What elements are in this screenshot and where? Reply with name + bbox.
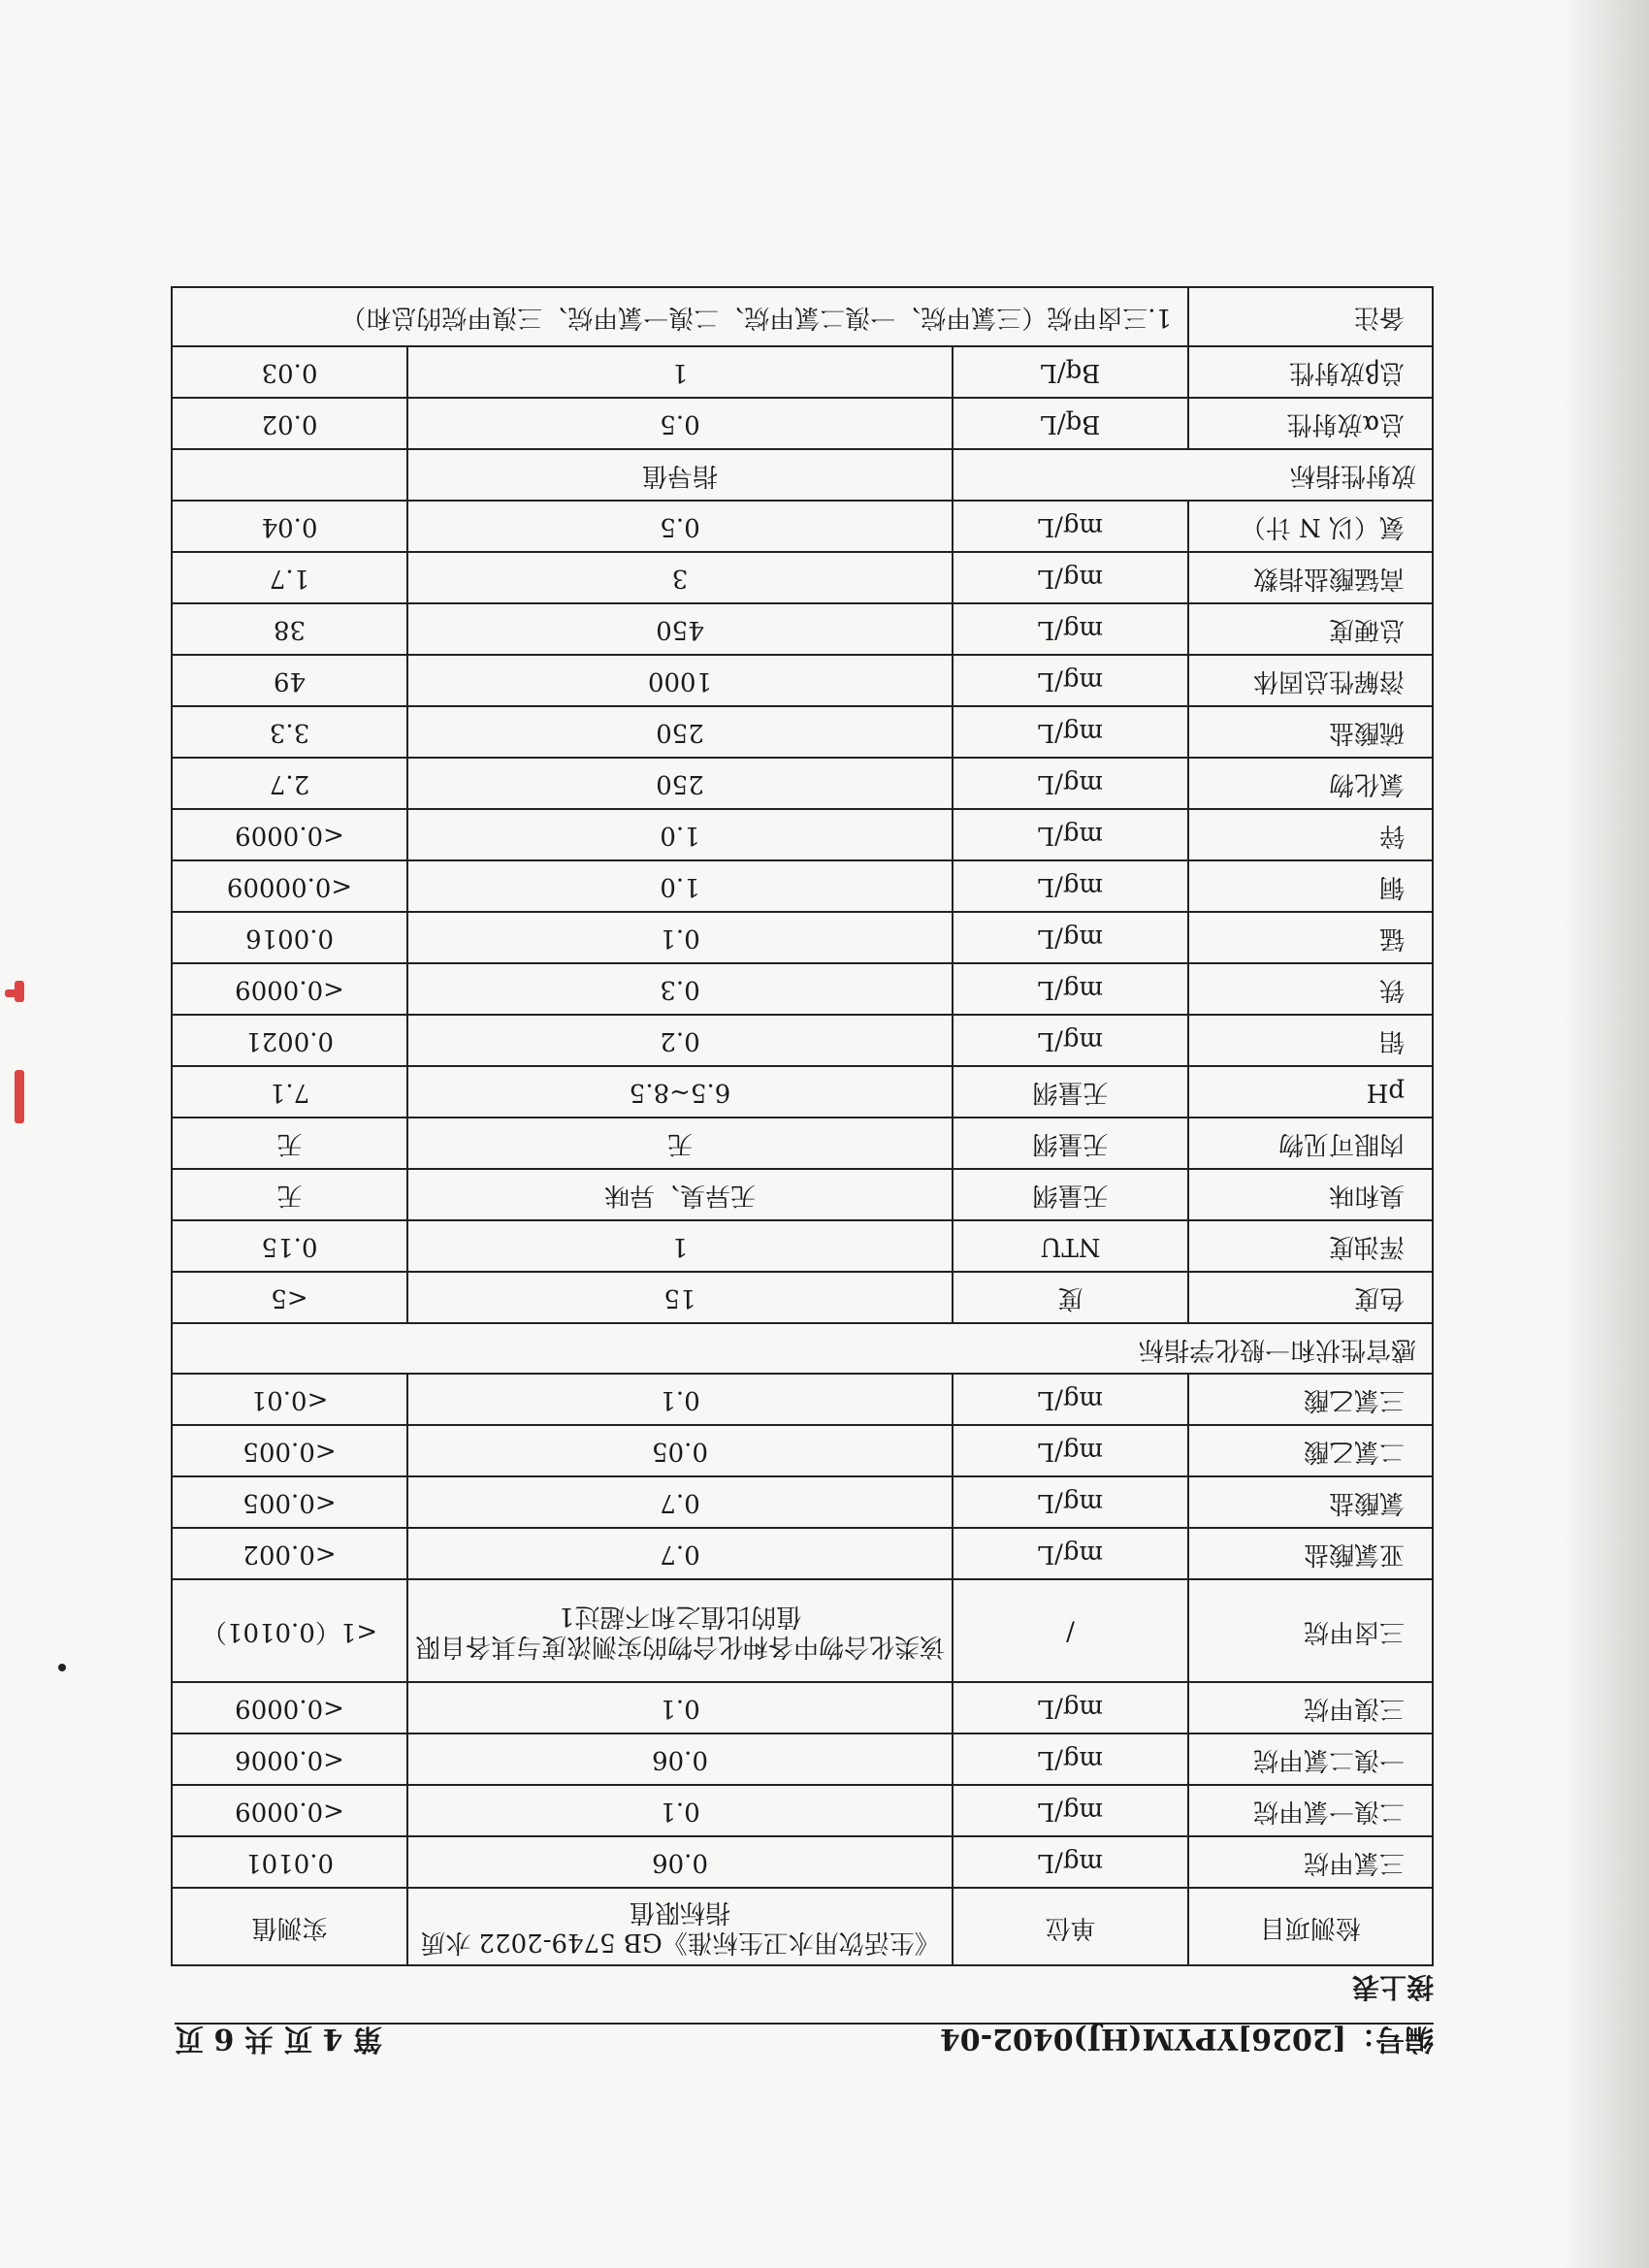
section-heading: 放射性指标	[953, 449, 1433, 501]
unit: mg/L	[953, 860, 1188, 912]
item-name: 色度	[1188, 1272, 1433, 1323]
unit: mg/L	[953, 1733, 1188, 1785]
unit: mg/L	[953, 1476, 1188, 1528]
item-name: 总α放射性	[1188, 398, 1433, 449]
measured-value: 2.7	[172, 758, 407, 809]
table-header-row	[172, 1888, 1433, 1965]
empty-cell	[172, 449, 407, 501]
item-name: 锌	[1188, 809, 1433, 860]
standard-limit: 0.5	[407, 501, 953, 552]
page-header	[175, 2023, 1434, 2063]
table-row	[172, 1066, 1433, 1118]
unit: mg/L	[953, 1528, 1188, 1579]
standard-limit: 250	[407, 706, 953, 758]
standard-limit: 0.1	[407, 1785, 953, 1836]
item-name: 肉眼可见物	[1188, 1118, 1433, 1169]
table-row	[172, 1374, 1433, 1425]
item-name: 三氯甲烷	[1188, 1836, 1433, 1888]
measured-value: 0.0101	[172, 1836, 407, 1888]
table-row	[172, 809, 1433, 860]
item-name: 铜	[1188, 860, 1433, 912]
unit: Bq/L	[953, 346, 1188, 398]
standard-limit: 1.0	[407, 809, 953, 860]
standard-limit: 0.7	[407, 1528, 953, 1579]
measured-value: <0.01	[172, 1374, 407, 1425]
unit: 度	[953, 1272, 1188, 1323]
table-row	[172, 287, 1433, 346]
table-row	[172, 1476, 1433, 1528]
stamp-fragment	[5, 989, 18, 997]
measured-value: <0.0006	[172, 1733, 407, 1785]
item-name: 锰	[1188, 912, 1433, 963]
item-name: 氯酸盐	[1188, 1476, 1433, 1528]
table-row	[172, 706, 1433, 758]
item-name: 一溴二氯甲烷	[1188, 1733, 1433, 1785]
standard-limit: 450	[407, 603, 953, 655]
table-row	[172, 1015, 1433, 1066]
table-row	[172, 1220, 1433, 1272]
unit: mg/L	[953, 501, 1188, 552]
standard-limit: 0.3	[407, 963, 953, 1015]
item-name: 二溴一氯甲烷	[1188, 1785, 1433, 1836]
standard-limit: 0.7	[407, 1476, 953, 1528]
unit: mg/L	[953, 1425, 1188, 1476]
unit: mg/L	[953, 1836, 1188, 1888]
table-row	[172, 1836, 1433, 1888]
standard-limit: 0.5	[407, 398, 953, 449]
standard-limit: 无	[407, 1118, 953, 1169]
item-name: 氨（以 N 计）	[1188, 501, 1433, 552]
unit: mg/L	[953, 758, 1188, 809]
unit: mg/L	[953, 1785, 1188, 1836]
measured-value: 0.15	[172, 1220, 407, 1272]
table-row	[172, 963, 1433, 1015]
remark-text: 1.三卤甲烷（三氯甲烷、一溴二氯甲烷、二溴一氯甲烷、三溴甲烷的总和）	[172, 287, 1188, 346]
table-row	[172, 346, 1433, 398]
table-row	[172, 1682, 1433, 1733]
measured-value: <0.005	[172, 1476, 407, 1528]
item-name: 硫酸盐	[1188, 706, 1433, 758]
standard-limit: 15	[407, 1272, 953, 1323]
standard-limit: 3	[407, 552, 953, 603]
unit: mg/L	[953, 1682, 1188, 1733]
measured-value: 0.02	[172, 398, 407, 449]
item-name: 总硬度	[1188, 603, 1433, 655]
measured-value: 0.0021	[172, 1015, 407, 1066]
item-name: 氯化物	[1188, 758, 1433, 809]
unit: mg/L	[953, 552, 1188, 603]
unit: 无量纲	[953, 1118, 1188, 1169]
item-name: pH	[1188, 1066, 1433, 1118]
unit: 无量纲	[953, 1066, 1188, 1118]
remark-label: 备注	[1188, 287, 1433, 346]
standard-limit: 0.1	[407, 1682, 953, 1733]
measured-value: 无	[172, 1118, 407, 1169]
measured-value: 3.3	[172, 706, 407, 758]
page-indicator: 第 4 页 共 6 页	[175, 2022, 382, 2056]
standard-limit: 6.5~8.5	[407, 1066, 953, 1118]
standard-limit: 250	[407, 758, 953, 809]
unit: mg/L	[953, 706, 1188, 758]
table-row	[172, 603, 1433, 655]
item-name: 二氯乙酸	[1188, 1425, 1433, 1476]
standard-limit: 0.2	[407, 1015, 953, 1066]
standard-limit: 1000	[407, 655, 953, 706]
item-name: 亚氯酸盐	[1188, 1528, 1433, 1579]
table-row	[172, 655, 1433, 706]
standard-limit: 0.06	[407, 1733, 953, 1785]
table-row	[172, 758, 1433, 809]
measured-value: <0.00009	[172, 860, 407, 912]
item-name: 铝	[1188, 1015, 1433, 1066]
measured-value: <5	[172, 1272, 407, 1323]
measured-value: <0.0009	[172, 1682, 407, 1733]
table-row	[172, 1733, 1433, 1785]
measured-value: <0.005	[172, 1425, 407, 1476]
table-row	[172, 1579, 1433, 1682]
column-header-unit: 单位	[953, 1888, 1188, 1965]
measured-value: 无	[172, 1169, 407, 1220]
column-header-limit: 《生活饮用水卫生标准》GB 5749-2022 水质指标限值	[407, 1888, 953, 1965]
standard-limit: 该类化合物中各种化合物的实测浓度与其各自限值的比值之和不超过1	[407, 1579, 953, 1682]
standard-limit: 1.0	[407, 860, 953, 912]
unit: NTU	[953, 1220, 1188, 1272]
item-name: 臭和味	[1188, 1169, 1433, 1220]
table-row	[172, 860, 1433, 912]
measured-value: <0.002	[172, 1528, 407, 1579]
standard-limit: 0.1	[407, 1374, 953, 1425]
continuation-label: 接上表	[1351, 1971, 1434, 2003]
table-row	[172, 552, 1433, 603]
unit: mg/L	[953, 1374, 1188, 1425]
table-row	[172, 1528, 1433, 1579]
measured-value: <0.0009	[172, 1785, 407, 1836]
measured-value: 49	[172, 655, 407, 706]
item-name: 三溴甲烷	[1188, 1682, 1433, 1733]
standard-limit: 无异臭、异味	[407, 1169, 953, 1220]
unit: Bq/L	[953, 398, 1188, 449]
table-row	[172, 501, 1433, 552]
unit: mg/L	[953, 655, 1188, 706]
table-row	[172, 449, 1433, 501]
standard-limit: 0.1	[407, 912, 953, 963]
column-header-value: 实测值	[172, 1888, 407, 1965]
unit: mg/L	[953, 912, 1188, 963]
item-name: 三卤甲烷	[1188, 1579, 1433, 1682]
scan-edge-shadow	[1562, 0, 1649, 2268]
measured-value: 0.0016	[172, 912, 407, 963]
item-name: 高锰酸盐指数	[1188, 552, 1433, 603]
table-row	[172, 912, 1433, 963]
table-row	[172, 1118, 1433, 1169]
unit: mg/L	[953, 603, 1188, 655]
item-name: 总β放射性	[1188, 346, 1433, 398]
measured-value: <1（0.0101）	[172, 1579, 407, 1682]
table-row	[172, 1169, 1433, 1220]
table-row	[172, 1785, 1433, 1836]
stamp-fragment	[15, 1070, 24, 1123]
table-row	[172, 398, 1433, 449]
unit: 无量纲	[953, 1169, 1188, 1220]
item-name: 铁	[1188, 963, 1433, 1015]
measured-value: 7.1	[172, 1066, 407, 1118]
table-row	[172, 1323, 1433, 1374]
unit: mg/L	[953, 963, 1188, 1015]
item-name: 溶解性总固体	[1188, 655, 1433, 706]
standard-limit: 0.05	[407, 1425, 953, 1476]
measured-value: <0.0009	[172, 809, 407, 860]
table-row	[172, 1425, 1433, 1476]
unit: mg/L	[953, 1015, 1188, 1066]
standard-limit: 0.06	[407, 1836, 953, 1888]
water-quality-table	[171, 286, 1434, 1966]
guide-value-label: 指导值	[407, 449, 953, 501]
item-name: 浑浊度	[1188, 1220, 1433, 1272]
measured-value: 0.03	[172, 346, 407, 398]
measured-value: 38	[172, 603, 407, 655]
document-number: 编号：[2026]YPYM(HJ)0402-04	[939, 2022, 1434, 2056]
standard-limit: 1	[407, 346, 953, 398]
measured-value: <0.0009	[172, 963, 407, 1015]
unit: mg/L	[953, 809, 1188, 860]
measured-value: 1.7	[172, 552, 407, 603]
scan-speck	[58, 1664, 66, 1671]
column-header-item: 检测项目	[1188, 1888, 1433, 1965]
section-heading: 感官性状和一般化学指标	[172, 1323, 1433, 1374]
table-row	[172, 1272, 1433, 1323]
item-name: 三氯乙酸	[1188, 1374, 1433, 1425]
measured-value: 0.04	[172, 501, 407, 552]
unit: /	[953, 1579, 1188, 1682]
standard-limit: 1	[407, 1220, 953, 1272]
